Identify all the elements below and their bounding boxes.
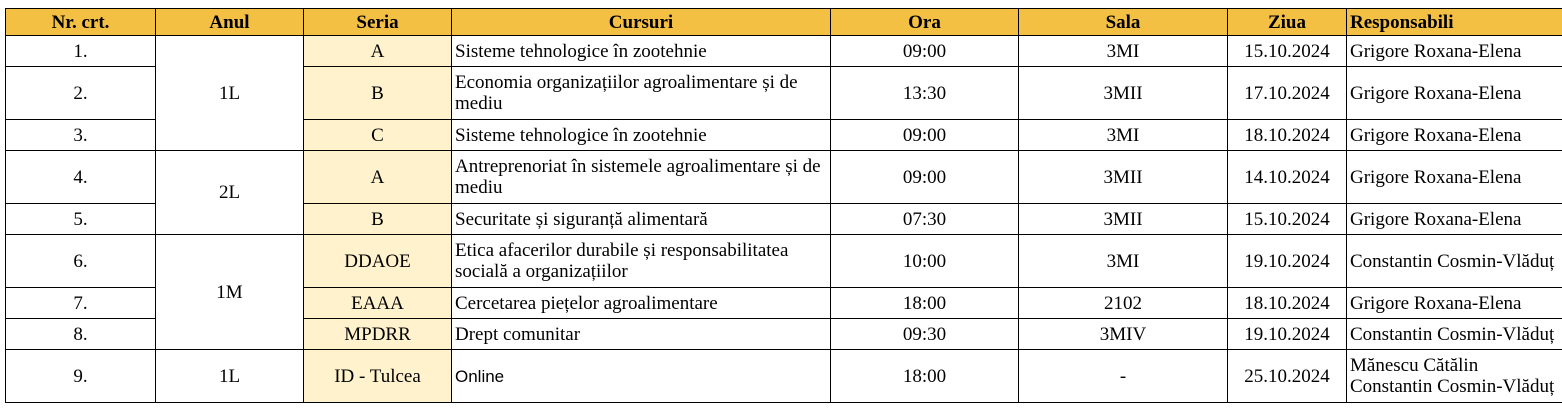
cell-ziua: 18.10.2024 bbox=[1228, 120, 1347, 151]
cell-seria: A bbox=[304, 36, 452, 67]
cell-sala: 3MI bbox=[1019, 36, 1228, 67]
cell-sala: - bbox=[1019, 350, 1228, 403]
cell-seria: ID - Tulcea bbox=[304, 350, 452, 403]
cell-ziua: 19.10.2024 bbox=[1228, 235, 1347, 288]
table-row bbox=[6, 151, 1562, 204]
cell-ziua: 17.10.2024 bbox=[1228, 67, 1347, 120]
schedule-table bbox=[5, 8, 1562, 403]
cell-anul: 1M bbox=[156, 235, 304, 350]
cell-seria: EAAA bbox=[304, 288, 452, 319]
cell-ora: 07:30 bbox=[831, 204, 1019, 235]
header-seria: Seria bbox=[304, 9, 452, 36]
cell-nr: 3. bbox=[6, 120, 156, 151]
header-responsabili: Responsabili bbox=[1347, 9, 1562, 36]
table-row bbox=[6, 235, 1562, 288]
cell-curs: Securitate și siguranță alimentară bbox=[452, 204, 831, 235]
cell-seria: B bbox=[304, 204, 452, 235]
cell-sala: 3MI bbox=[1019, 120, 1228, 151]
cell-nr: 9. bbox=[6, 350, 156, 403]
cell-ziua: 15.10.2024 bbox=[1228, 204, 1347, 235]
table-row bbox=[6, 350, 1562, 403]
cell-nr: 7. bbox=[6, 288, 156, 319]
cell-curs: Sisteme tehnologice în zootehnie bbox=[452, 120, 831, 151]
cell-resp: Grigore Roxana-Elena bbox=[1347, 288, 1562, 319]
cell-ora: 18:00 bbox=[831, 350, 1019, 403]
cell-sala: 3MII bbox=[1019, 204, 1228, 235]
cell-ora: 09:00 bbox=[831, 36, 1019, 67]
header-sala: Sala bbox=[1019, 9, 1228, 36]
cell-seria: A bbox=[304, 151, 452, 204]
cell-sala: 3MII bbox=[1019, 67, 1228, 120]
cell-curs: Drept comunitar bbox=[452, 319, 831, 350]
cell-seria: MPDRR bbox=[304, 319, 452, 350]
cell-nr: 6. bbox=[6, 235, 156, 288]
cell-ziua: 25.10.2024 bbox=[1228, 350, 1347, 403]
cell-ora: 09:00 bbox=[831, 120, 1019, 151]
cell-ora: 10:00 bbox=[831, 235, 1019, 288]
cell-nr: 8. bbox=[6, 319, 156, 350]
resp-line-2: Constantin Cosmin-Vlăduț bbox=[1350, 376, 1555, 397]
cell-sala: 3MII bbox=[1019, 151, 1228, 204]
cell-anul: 2L bbox=[156, 151, 304, 235]
header-cursuri: Cursuri bbox=[452, 9, 831, 36]
cell-curs: Cercetarea piețelor agroalimentare bbox=[452, 288, 831, 319]
cell-curs: Sisteme tehnologice în zootehnie bbox=[452, 36, 831, 67]
cell-ora: 18:00 bbox=[831, 288, 1019, 319]
cell-ziua: 15.10.2024 bbox=[1228, 36, 1347, 67]
header-anul: Anul bbox=[156, 9, 304, 36]
cell-resp: Grigore Roxana-Elena bbox=[1347, 36, 1562, 67]
cell-resp: Grigore Roxana-Elena bbox=[1347, 151, 1562, 204]
header-ora: Ora bbox=[831, 9, 1019, 36]
cell-ora: 09:00 bbox=[831, 151, 1019, 204]
header-nr: Nr. crt. bbox=[6, 9, 156, 36]
cell-ziua: 14.10.2024 bbox=[1228, 151, 1347, 204]
cell-curs: Economia organizațiilor agroalimentare și de mediu bbox=[452, 67, 831, 120]
header-ziua: Ziua bbox=[1228, 9, 1347, 36]
cell-seria: C bbox=[304, 120, 452, 151]
cell-resp bbox=[1347, 350, 1562, 403]
header-row bbox=[6, 9, 1562, 36]
cell-resp: Constantin Cosmin-Vlăduț bbox=[1347, 235, 1562, 288]
cell-curs: Etica afacerilor durabile și responsabilitatea socială a organizațiilor bbox=[452, 235, 831, 288]
cell-curs: Antreprenoriat în sistemele agroalimentare și de mediu bbox=[452, 151, 831, 204]
cell-resp: Constantin Cosmin-Vlăduț bbox=[1347, 319, 1562, 350]
table-row bbox=[6, 36, 1562, 67]
cell-ora: 09:30 bbox=[831, 319, 1019, 350]
cell-sala: 2102 bbox=[1019, 288, 1228, 319]
cell-resp: Grigore Roxana-Elena bbox=[1347, 67, 1562, 120]
cell-nr: 2. bbox=[6, 67, 156, 120]
cell-ziua: 19.10.2024 bbox=[1228, 319, 1347, 350]
cell-nr: 1. bbox=[6, 36, 156, 67]
cell-seria: DDAOE bbox=[304, 235, 452, 288]
cell-sala: 3MI bbox=[1019, 235, 1228, 288]
cell-nr: 5. bbox=[6, 204, 156, 235]
cell-resp: Grigore Roxana-Elena bbox=[1347, 120, 1562, 151]
cell-sala: 3MIV bbox=[1019, 319, 1228, 350]
cell-curs: Online bbox=[452, 350, 831, 403]
cell-nr: 4. bbox=[6, 151, 156, 204]
cell-ziua: 18.10.2024 bbox=[1228, 288, 1347, 319]
cell-seria: B bbox=[304, 67, 452, 120]
resp-line-1: Mănescu Cătălin bbox=[1350, 355, 1479, 376]
cell-resp: Grigore Roxana-Elena bbox=[1347, 204, 1562, 235]
cell-anul: 1L bbox=[156, 350, 304, 403]
cell-anul: 1L bbox=[156, 36, 304, 151]
cell-ora: 13:30 bbox=[831, 67, 1019, 120]
